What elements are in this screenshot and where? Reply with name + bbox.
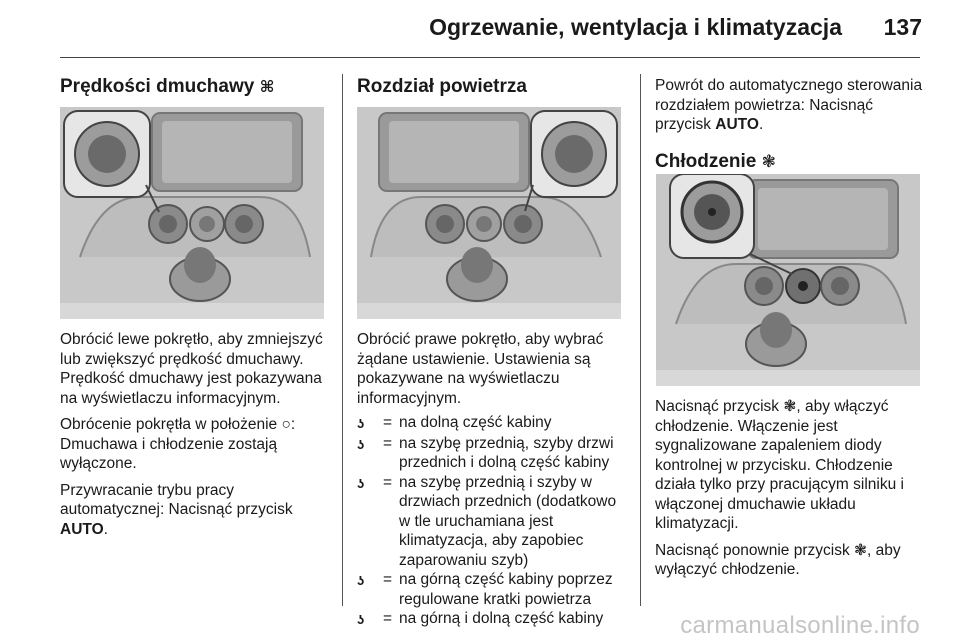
section-heading-text: Prędkości dmuchawy: [60, 76, 255, 97]
paragraph-text: , aby wyłączyć chłodzenie.: [655, 541, 901, 578]
section-heading: [60, 74, 330, 101]
column-cooling: [655, 76, 925, 175]
paragraph-text: .: [758, 116, 764, 133]
paragraph-text: Nacisnąć ponownie przycisk: [655, 541, 855, 559]
list-equals: =: [383, 610, 393, 627]
section-heading: [655, 149, 925, 175]
auto-label: AUTO: [60, 520, 104, 538]
list-text: na szybę przednią, szyby drzwi przednich i dolną część kabiny: [399, 434, 614, 471]
column-air-distribution: [357, 74, 627, 100]
list-item: [357, 570, 627, 609]
paragraph-text: .: [103, 520, 108, 538]
dashboard-illustration: [656, 174, 920, 386]
list-item: [357, 609, 627, 630]
paragraph: [60, 415, 330, 474]
air-floor-icon: ʖ: [357, 416, 365, 431]
air-windshield-icon: ʖ: [357, 475, 365, 491]
ac-snowflake-icon: ❃: [783, 398, 797, 415]
dashboard-illustration: [357, 107, 621, 319]
paragraph: Obrócić lewe pokrętło, aby zmniejszyć lub zwiększyć prędkość dmuchawy. Prędkość dmuchawy jest pokazywana na wyświetlaczu informacyjnym.: [60, 331, 323, 407]
section-heading: Rozdział powietrza: [357, 76, 527, 97]
list-item: [357, 413, 627, 434]
dashboard-illustration: [60, 107, 324, 319]
paragraph: [60, 481, 330, 540]
column-divider: [640, 74, 641, 606]
paragraph: [655, 76, 925, 135]
paragraph-text: Nacisnąć przycisk: [655, 398, 784, 415]
page-title: Ogrzewanie, wentylacja i klimatyzacja: [429, 14, 842, 40]
distribution-list: [357, 413, 627, 630]
list-equals: =: [383, 473, 393, 491]
column-fan-speed-text: [60, 330, 330, 539]
air-vents-icon: ʖ: [357, 573, 365, 588]
air-windshield-floor-icon: ʖ: [357, 436, 365, 452]
list-item: [357, 434, 627, 473]
off-circle-icon: ○: [281, 416, 291, 433]
ac-snowflake-icon: ❃: [854, 541, 868, 559]
header-divider: [60, 57, 920, 58]
paragraph: [655, 397, 925, 534]
air-vents-floor-icon: ʖ: [357, 612, 365, 627]
watermark: carmanualsonline.info: [680, 612, 920, 639]
column-air-distribution-text: [357, 330, 627, 630]
page-header: [0, 0, 960, 58]
list-text: na górną część kabiny poprzez regulowane kratki powietrza: [399, 571, 613, 608]
list-equals: =: [383, 434, 393, 452]
page-number: 137: [883, 14, 922, 40]
paragraph: [655, 541, 925, 580]
column-divider: [342, 74, 343, 606]
paragraph-text: Obrócenie pokrętła w położenie: [60, 416, 282, 433]
column-cooling-text: [655, 397, 925, 580]
paragraph-text: , aby włączyć chłodzenie. Włączenie jest sygnalizowane zapaleniem diody kontrolnej w przycisku. Chłodzenie działa tylko przy pracującym silniku i włączonej dmuchawie układu klimatyzacji.: [655, 398, 904, 532]
figure-ac-button: [656, 174, 920, 386]
fan-icon: ⌘: [259, 79, 275, 96]
section-heading-text: Chłodzenie: [655, 150, 757, 172]
list-text: na dolną część kabiny: [399, 414, 552, 431]
figure-left-knob: [60, 107, 324, 319]
list-item: [357, 473, 627, 571]
ac-snowflake-icon: ❃: [761, 151, 776, 171]
list-equals: =: [383, 414, 393, 431]
paragraph-text: Przywracanie trybu pracy automatycznej: Nacisnąć przycisk: [60, 481, 293, 518]
paragraph-text: Powrót do automatycznego sterowania rozdziałem powietrza: Nacisnąć przycisk: [655, 77, 923, 133]
list-text: na szybę przednią i szyby w drzwiach przednich (dodatkowo w tle uruchamiana jest klimatyzacja, aby zapobiec zaparowaniu szyb): [399, 473, 617, 569]
list-text: na górną i dolną część kabiny: [399, 610, 604, 627]
paragraph: Obrócić prawe pokrętło, aby wybrać żądane ustawienie. Ustawienia są pokazywane na wyświetlaczu informacyjnym.: [357, 331, 604, 407]
auto-label: AUTO: [715, 116, 759, 133]
list-equals: =: [383, 571, 393, 588]
paragraph-text: : Dmuchawa i chłodzenie zostają wyłączone.: [60, 416, 296, 472]
figure-right-knob: [357, 107, 621, 319]
column-fan-speed: [60, 74, 330, 101]
